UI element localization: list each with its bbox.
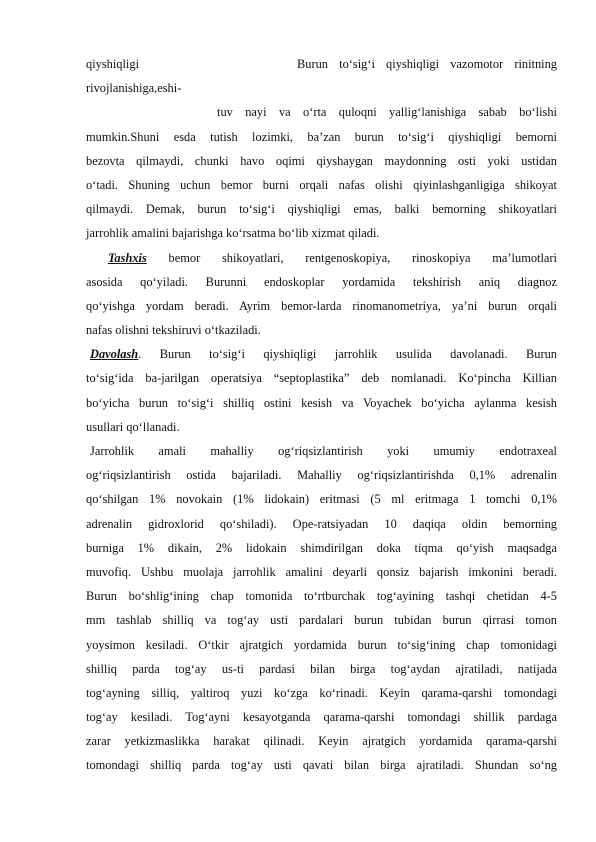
text-line: bezovta qilmaydi, chunki havo oqimi qiyshaygan maydonning osti yoki ustidan (86, 153, 557, 168)
text-line: qilmaydi. Demak, burun to‘sig‘i qiyshiqligi emas, balki bemorning shikoyatlari (86, 202, 557, 217)
text-line: Burun bo‘shlig‘ining chap tomonida to‘rtburchak tog‘ayining tashqi chetidan 4-5 (86, 589, 557, 604)
document-body (86, 52, 557, 778)
text-line: og‘riqsizlantirish ostida bajariladi. Mahalliy og‘riqsizlantirishda 0,1% adrenalin (86, 468, 557, 483)
text-line: mm tashlab shilliq va tog‘ay usti pardalari burun tubidan burun qirrasi tomon (86, 613, 557, 628)
text-line: burniga 1% dikain, 2% lidokain shimdirilgan doka tiqma qo‘yish maqsadga (86, 540, 557, 555)
text-line (86, 246, 557, 270)
text-line: muvofiq. Ushbu muolaja jarrohlik amalini deyarli qonsiz bajarish imkonini beradi. (86, 564, 557, 579)
line-text: Burun to‘sig‘i qiyshiqligi vazomotor rinitning (297, 57, 557, 71)
text-line: tog‘ay kesiladi. Tog‘ayni kesayotganda qarama-qarshi tomondagi shillik pardaga (86, 710, 557, 725)
text-line (86, 342, 557, 366)
text-line: mumkin.Shuni esda tutish lozimki, ba’zan burun to‘sig‘i qiyshiqligi bemorni (86, 129, 557, 144)
text-line: rivojlanishiga,eshi- (86, 81, 182, 96)
text-line: qo‘shilgan 1% novokain (1% lidokain) eritmasi (5 ml eritmaga 1 tomchi 0,1% (86, 492, 557, 507)
text-line: zarar yetkizmaslikka harakat qilinadi. Keyin ajratgich yordamida qarama-qarshi (86, 734, 557, 749)
text-line: tomondagi shilliq parda tog‘ay usti qavati bilan birga ajratiladi. Shundan so‘ng (86, 758, 557, 773)
text-line: o‘tadi. Shuning uchun bemor burni orqali nafas olishi qiyinlashganligiga shikoyat (86, 177, 557, 192)
text-line (86, 52, 557, 76)
text-line: yoysimon kesiladi. O‘tkir ajratgich yordamida burun to‘sig‘ining chap tomonidagi (86, 637, 557, 652)
text-line: bo‘yicha burun to‘sig‘i shilliq ostini kesish va Voyachek bo‘yicha aylanma kesish (86, 395, 557, 410)
text-line: to‘sig‘ida ba-jarilgan operatsiya “septoplastika” deb nomlanadi. Ko‘pincha Killian (86, 371, 557, 386)
text-line: adrenalin gidroxlorid qo‘shiladi). Ope-ratsiyadan 10 daqiqa oldin bemorning (86, 516, 557, 531)
text-line: asosida qo‘yiladi. Burunni endoskoplar yordamida tekshirish aniq diagnoz (86, 274, 557, 289)
text-line: shilliq parda tog‘ay us-ti pardasi bilan birga tog‘aydan ajratiladi, natijada (86, 661, 557, 676)
text-line: jarrohlik amalini bajarishga ko‘rsatma bo‘lib xizmat qiladi. (86, 226, 380, 241)
section-heading: Davolash (90, 347, 139, 362)
section-heading: Tashxis (108, 250, 147, 265)
text-line: qo‘yishga yordam beradi. Ayrim bemor-larda rinomanometriya, ya’ni burun orqali (86, 298, 557, 313)
line-text: bemor shikoyatlari, rentgenoskopiya, rinoskopiya ma’lumotlari (146, 250, 557, 265)
text-line: tog‘ayning silliq, yaltiroq yuzi ko‘zga ko‘rinadi. Keyin qarama-qarshi tomondagi (86, 685, 557, 700)
text-line: tuv nayi va o‘rta quloqni yallig‘lanishiga sabab bo‘lishi (217, 105, 557, 120)
line-text: . Burun to‘sig‘i qiyshiqligi jarrohlik usulida davolanadi. Burun (138, 347, 557, 362)
text-line: nafas olishni tekshiruvi o‘tkaziladi. (86, 323, 261, 338)
text-line: usullari qo‘llanadi. (86, 419, 180, 434)
line-fragment: qiyshiqligi (86, 57, 140, 71)
text-line: Jarrohlik amali mahalliy og‘riqsizlantirish yoki umumiy endotraxeal (90, 444, 557, 458)
